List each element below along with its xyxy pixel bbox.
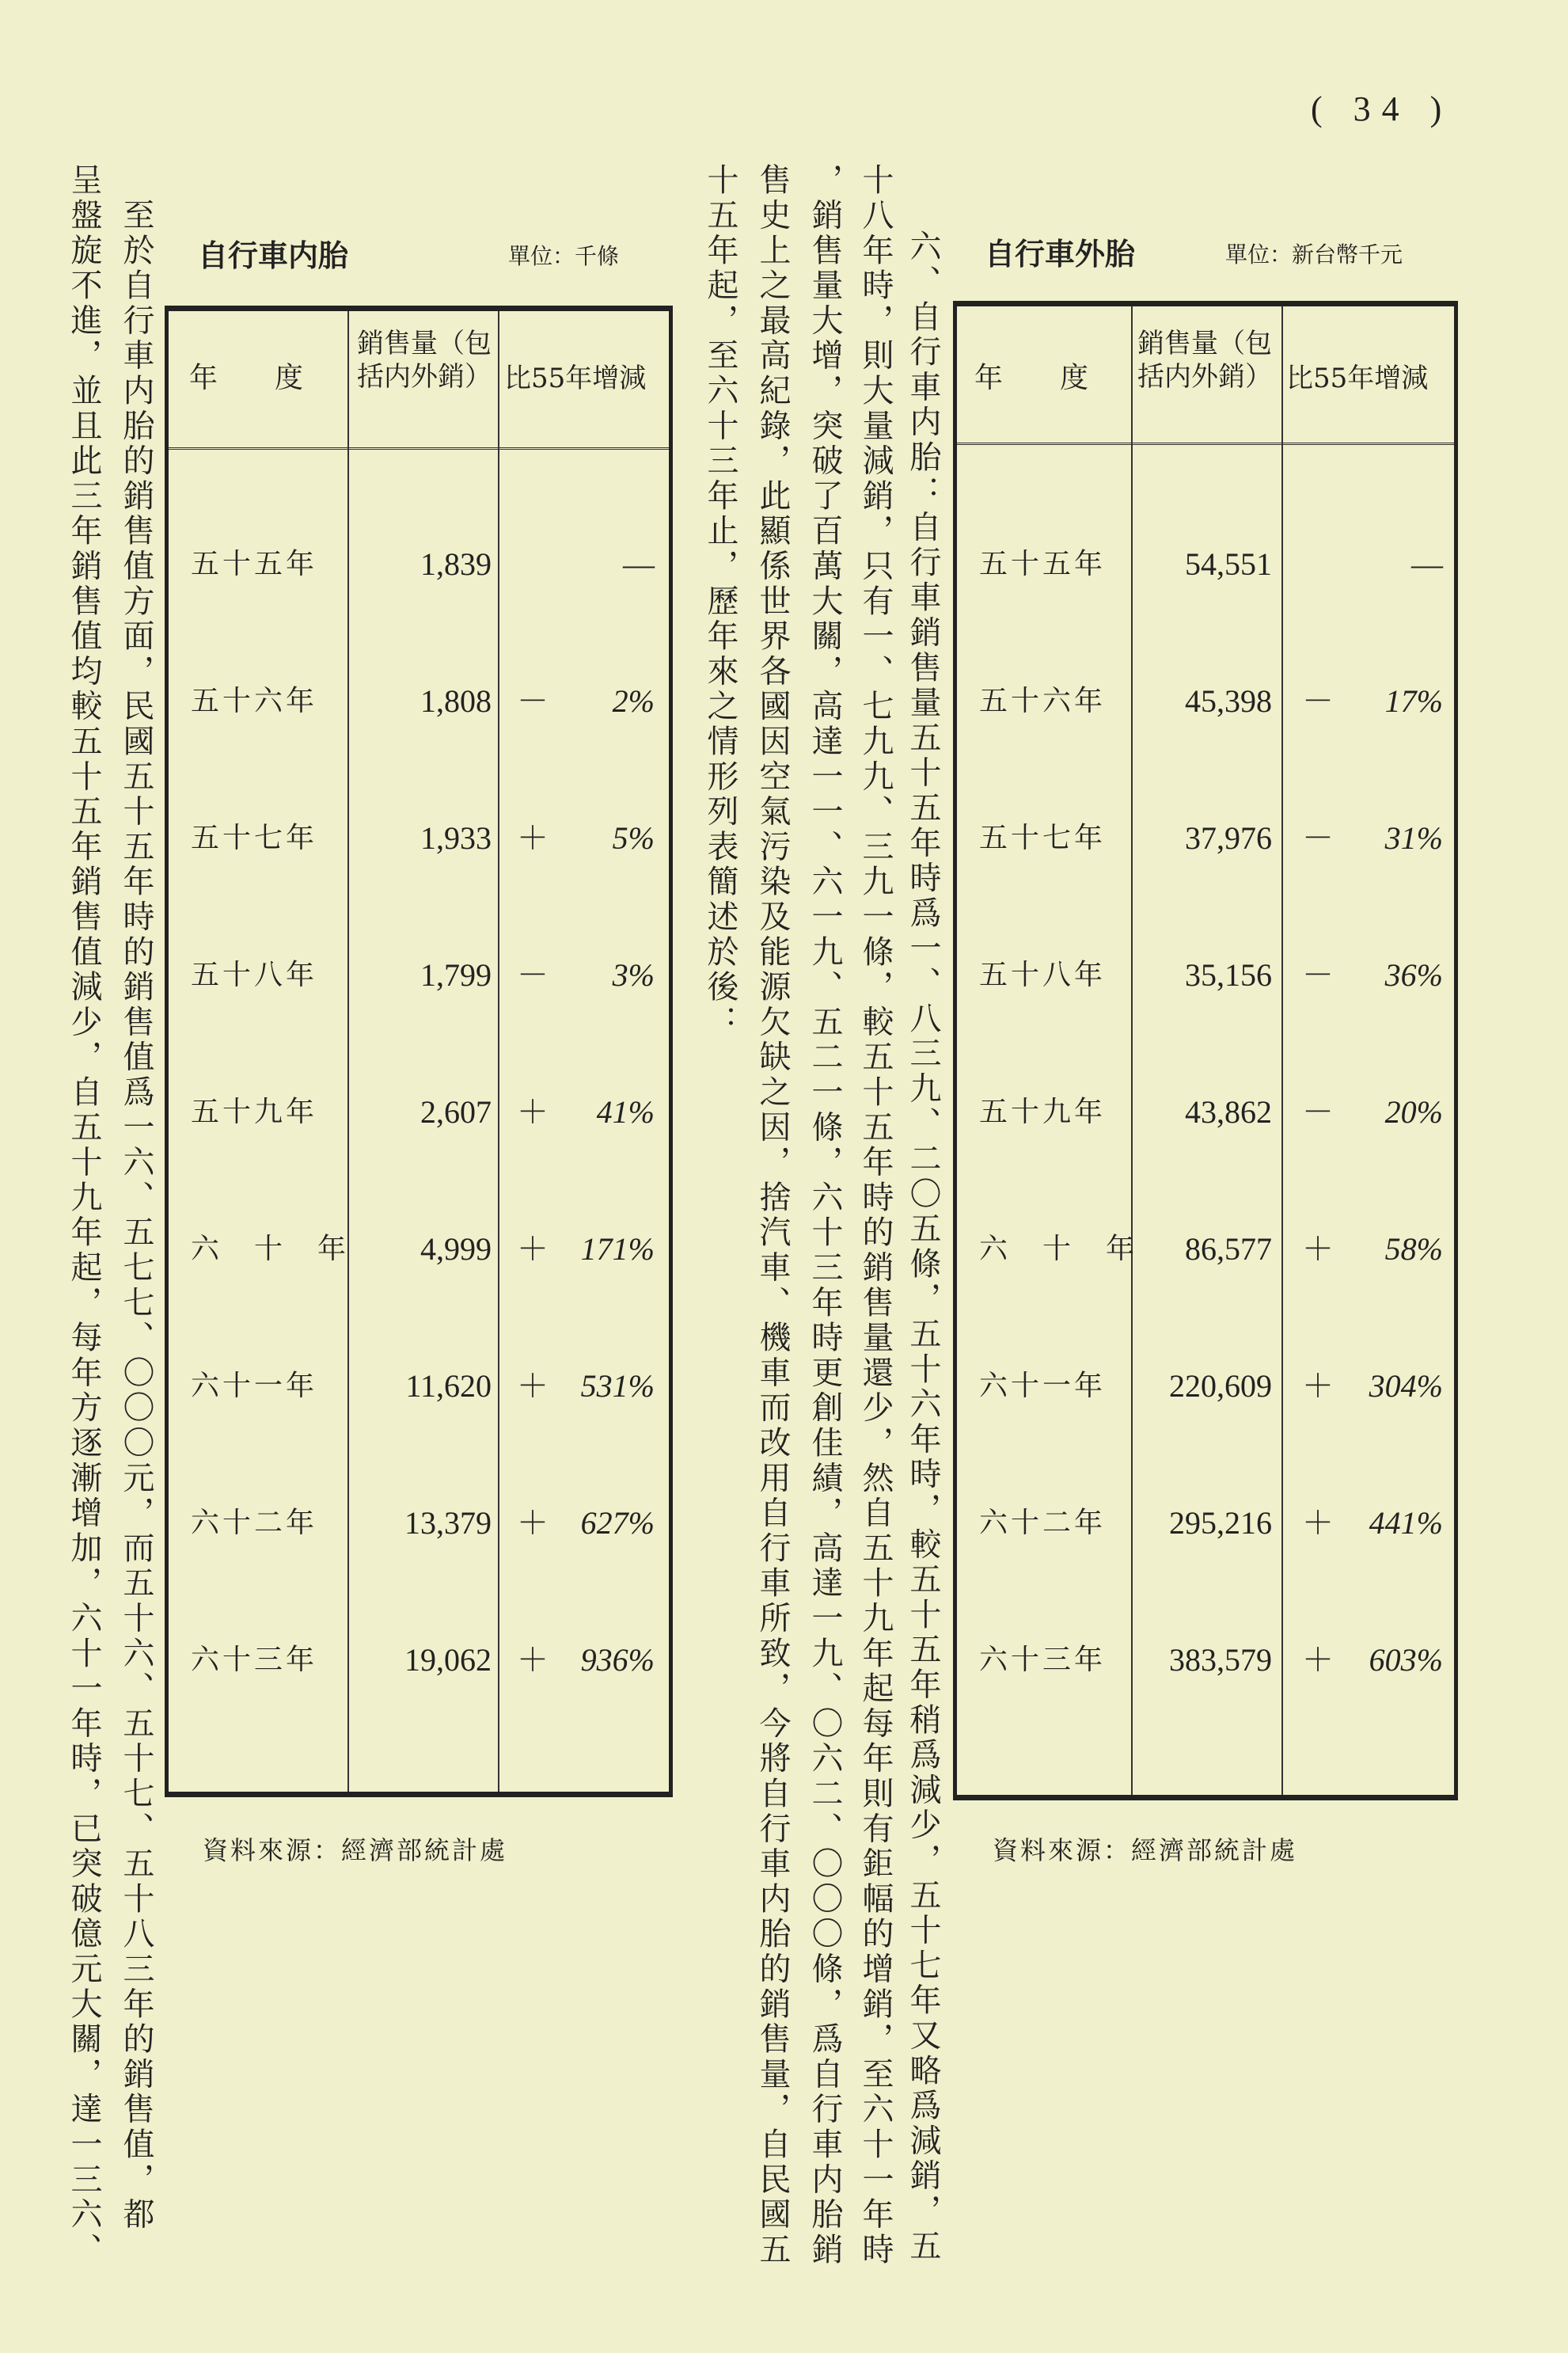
- body-text-column: 售史上之最高紀錄，此顯係世界各國因空氣污染及能源欠缺之因，捨汽車、機車而改用自行車所致，今將自行車内胎的銷售量，自民國五: [754, 163, 791, 2267]
- table-row: [169, 1226, 669, 1273]
- percent-cell: —: [623, 546, 655, 582]
- percent-cell: 304%: [1369, 1368, 1443, 1404]
- percent-cell: 441%: [1369, 1505, 1443, 1541]
- table-row: [169, 1089, 669, 1136]
- table-row: [957, 815, 1454, 862]
- body-text-column: 呈盤旋不進，並且此三年銷售值均較五十五年銷售值減少，自五十九年起，每年方逐漸增加，六十一年時，已突破億元大關，達一三六、: [66, 163, 102, 2267]
- sign-cell: ＋: [517, 1642, 549, 1678]
- sign-cell: ＋: [1302, 1231, 1334, 1267]
- sign-cell: －: [1302, 820, 1334, 856]
- table-row: [169, 541, 669, 588]
- column-divider: [1281, 306, 1283, 1795]
- sign-cell: ＋: [1302, 1368, 1334, 1404]
- year-cell: 六十一年: [191, 1370, 318, 1402]
- column-divider: [1131, 306, 1133, 1795]
- sign-cell: ＋: [517, 1094, 549, 1130]
- percent-cell: 20%: [1384, 1094, 1443, 1130]
- body-text-column: 十八年時，則大量減銷，只有一、七九九、三九一條，較五十五年時的銷售量還少，然自五十九年起每年則有鉅幅的增銷，至六十一年時: [857, 163, 894, 2267]
- year-cell: 五十七年: [979, 822, 1107, 854]
- sign-cell: ＋: [517, 820, 549, 856]
- table-row: [169, 952, 669, 999]
- body-text-column: ，銷售量大增，突破了百萬大關，高達一一、六一九、五二一條，六十三年時更創佳績，高達一九、〇六二、〇〇〇條，爲自行車内胎銷: [807, 163, 843, 2267]
- header-year: 年 度: [189, 362, 304, 394]
- table-header: [169, 311, 669, 450]
- table-row: [169, 678, 669, 725]
- table-row: [957, 1226, 1454, 1273]
- table-row: [169, 815, 669, 862]
- table-header: [957, 306, 1454, 445]
- percent-cell: 2%: [612, 683, 655, 719]
- sign-cell: －: [1302, 683, 1334, 719]
- sales-cell: 295,216: [1169, 1505, 1272, 1541]
- table-row: [169, 1500, 669, 1547]
- header-change: 比55年增減: [504, 363, 647, 394]
- year-cell: 六十二年: [979, 1507, 1107, 1539]
- table-unit: 單位：千條: [508, 243, 620, 269]
- sign-cell: －: [1302, 957, 1334, 993]
- year-cell: 六十二年: [191, 1507, 318, 1539]
- year-cell: 五十九年: [979, 1096, 1107, 1128]
- sign-cell: －: [517, 957, 549, 993]
- percent-cell: 171%: [580, 1231, 655, 1267]
- sales-cell: 220,609: [1169, 1368, 1272, 1404]
- outer-tire-table: [953, 301, 1458, 1800]
- sales-cell: 43,862: [1185, 1094, 1272, 1130]
- table-row: [957, 1636, 1454, 1684]
- sales-cell: 45,398: [1185, 683, 1272, 719]
- sales-cell: 19,062: [404, 1642, 492, 1678]
- percent-cell: 603%: [1369, 1642, 1443, 1678]
- sales-cell: 1,799: [420, 957, 492, 993]
- table-row: [957, 678, 1454, 725]
- sales-cell: 86,577: [1185, 1231, 1272, 1267]
- sign-cell: ＋: [1302, 1642, 1334, 1678]
- year-cell: 六 十 年: [979, 1233, 1138, 1265]
- percent-cell: 58%: [1384, 1231, 1443, 1267]
- body-text-column: 六、自行車内胎：自行車銷售量五十五年時爲一、八三九、二〇五條，五十六年時，較五十五年稍爲減少，五十七年又略爲減銷，五: [905, 230, 941, 2264]
- sales-cell: 11,620: [405, 1368, 492, 1404]
- inner-tube-table: [165, 306, 673, 1797]
- percent-cell: 5%: [612, 820, 655, 856]
- percent-cell: 36%: [1384, 957, 1443, 993]
- year-cell: 五十七年: [191, 822, 318, 854]
- sales-cell: 37,976: [1185, 820, 1272, 856]
- page-number: ( 34 ): [1311, 89, 1453, 128]
- table-row: [957, 1363, 1454, 1410]
- year-cell: 五十五年: [191, 548, 318, 580]
- year-cell: 五十六年: [979, 685, 1107, 717]
- percent-cell: 31%: [1384, 820, 1443, 856]
- percent-cell: 3%: [612, 957, 655, 993]
- header-change: 比55年增減: [1286, 363, 1429, 394]
- year-cell: 五十九年: [191, 1096, 318, 1128]
- sign-cell: ＋: [517, 1505, 549, 1541]
- column-divider: [498, 311, 499, 1792]
- percent-cell: —: [1411, 546, 1443, 582]
- body-text-column: 十五年起，至六十三年止，歷年來之情形列表簡述於後：: [702, 163, 738, 1040]
- table-title: 自行車内胎: [198, 238, 349, 273]
- sales-cell: 54,551: [1185, 546, 1272, 582]
- year-cell: 五十五年: [979, 548, 1107, 580]
- percent-cell: 17%: [1384, 683, 1443, 719]
- sales-cell: 35,156: [1185, 957, 1272, 993]
- header-sales: 銷售量（包括内外銷）: [357, 328, 492, 393]
- table-row: [169, 1363, 669, 1410]
- sign-cell: －: [1302, 1094, 1334, 1130]
- sign-cell: －: [517, 683, 549, 719]
- sales-cell: 4,999: [420, 1231, 492, 1267]
- source-note: 資料來源：經濟部統計處: [203, 1835, 508, 1865]
- percent-cell: 936%: [580, 1642, 655, 1678]
- body-text-column: 至於自行車内胎的銷售值方面，民國五十五年時的銷售值爲一六、五七七、〇〇〇元，而五十六、五十七、五十八三年的銷售值，都: [118, 163, 154, 2233]
- sign-cell: ＋: [517, 1231, 549, 1267]
- table-row: [957, 541, 1454, 588]
- sales-cell: 2,607: [420, 1094, 492, 1130]
- year-cell: 五十八年: [979, 959, 1107, 991]
- table-row: [169, 1636, 669, 1684]
- sign-cell: ＋: [517, 1368, 549, 1404]
- table-title: 自行車外胎: [985, 237, 1136, 272]
- sales-cell: 13,379: [404, 1505, 492, 1541]
- year-cell: 六十一年: [979, 1370, 1107, 1402]
- header-year: 年 度: [974, 362, 1089, 394]
- table-row: [957, 1500, 1454, 1547]
- sign-cell: ＋: [1302, 1505, 1334, 1541]
- sales-cell: 1,808: [420, 683, 492, 719]
- source-note: 資料來源：經濟部統計處: [993, 1835, 1298, 1865]
- percent-cell: 627%: [580, 1505, 655, 1541]
- year-cell: 六 十 年: [191, 1233, 350, 1265]
- table-unit: 單位：新台幣千元: [1225, 241, 1403, 268]
- table-row: [957, 1089, 1454, 1136]
- column-divider: [347, 311, 349, 1792]
- sales-cell: 1,933: [420, 820, 492, 856]
- table-row: [957, 952, 1454, 999]
- year-cell: 六十三年: [191, 1644, 318, 1676]
- year-cell: 六十三年: [979, 1644, 1107, 1676]
- sales-cell: 1,839: [420, 546, 492, 582]
- year-cell: 五十六年: [191, 685, 318, 717]
- year-cell: 五十八年: [191, 959, 318, 991]
- sales-cell: 383,579: [1169, 1642, 1272, 1678]
- percent-cell: 41%: [596, 1094, 655, 1130]
- header-sales: 銷售量（包括内外銷）: [1137, 328, 1272, 393]
- percent-cell: 531%: [580, 1368, 655, 1404]
